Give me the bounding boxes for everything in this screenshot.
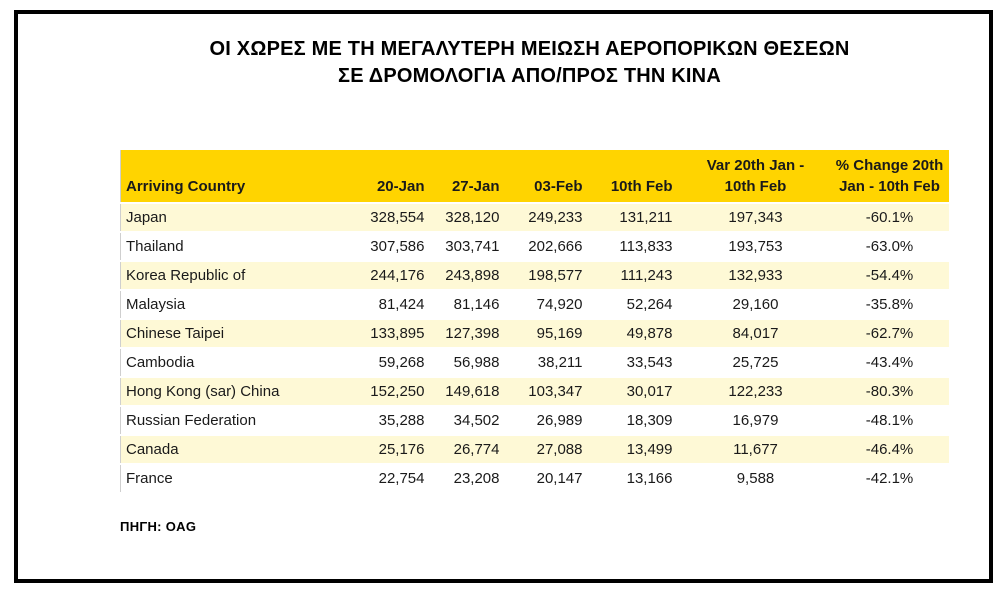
table-row [121, 464, 949, 493]
cell-country: Cambodia [121, 348, 311, 377]
cell-variation: 193,753 [681, 232, 831, 261]
table-row [121, 435, 949, 464]
column-header-label: 20-Jan [376, 178, 425, 195]
cell-20-jan: 307,586 [311, 232, 433, 261]
cell-10th-feb: 33,543 [591, 348, 681, 377]
column-header-label-line2: 10th Feb [724, 178, 787, 195]
cell-variation: 16,979 [681, 406, 831, 435]
cell-20-jan: 25,176 [311, 435, 433, 464]
column-header-10th-feb [591, 150, 681, 203]
cell-27-jan: 127,398 [433, 319, 508, 348]
cell-10th-feb: 131,211 [591, 203, 681, 232]
column-header-27-jan [433, 150, 508, 203]
column-header-label: Arriving Country [126, 178, 246, 195]
cell-27-jan: 243,898 [433, 261, 508, 290]
column-header-20-jan [311, 150, 433, 203]
cell-27-jan: 56,988 [433, 348, 508, 377]
cell-20-jan: 22,754 [311, 464, 433, 493]
cell-20-jan: 133,895 [311, 319, 433, 348]
table-row [121, 261, 949, 290]
cell-country: Thailand [121, 232, 311, 261]
column-header-label: % Change 20th [835, 157, 944, 174]
cell-20-jan: 152,250 [311, 377, 433, 406]
cell-27-jan: 303,741 [433, 232, 508, 261]
cell-variation: 132,933 [681, 261, 831, 290]
cell-pct-change: -60.1% [831, 203, 949, 232]
cell-pct-change: -42.1% [831, 464, 949, 493]
table-row [121, 319, 949, 348]
cell-pct-change: -54.4% [831, 261, 949, 290]
cell-10th-feb: 52,264 [591, 290, 681, 319]
table-row [121, 348, 949, 377]
cell-10th-feb: 13,166 [591, 464, 681, 493]
cell-country: Malaysia [121, 290, 311, 319]
cell-03-feb: 103,347 [508, 377, 591, 406]
cell-03-feb: 27,088 [508, 435, 591, 464]
column-header-label: 03-Feb [534, 178, 583, 195]
cell-27-jan: 34,502 [433, 406, 508, 435]
cell-20-jan: 244,176 [311, 261, 433, 290]
table-row [121, 203, 949, 232]
cell-03-feb: 20,147 [508, 464, 591, 493]
column-header-label: 27-Jan [451, 178, 500, 195]
cell-variation: 197,343 [681, 203, 831, 232]
cell-10th-feb: 111,243 [591, 261, 681, 290]
table-body [121, 203, 949, 493]
cell-variation: 11,677 [681, 435, 831, 464]
source-note: ΠΗΓΗ: OAG [120, 519, 197, 534]
cell-27-jan: 149,618 [433, 377, 508, 406]
column-header-pct-change [831, 150, 949, 203]
table-row [121, 290, 949, 319]
cell-20-jan: 35,288 [311, 406, 433, 435]
cell-03-feb: 249,233 [508, 203, 591, 232]
table-row [121, 232, 949, 261]
cell-country: France [121, 464, 311, 493]
figure-title-line1: ΟΙ ΧΩΡΕΣ ΜΕ ΤΗ ΜΕΓΑΛΥΤΕΡΗ ΜΕΙΩΣΗ ΑΕΡΟΠΟΡΙΚΩΝ ΘΕΣΕΩΝ [209, 38, 850, 60]
cell-20-jan: 328,554 [311, 203, 433, 232]
figure-title [44, 36, 1005, 90]
cell-variation: 29,160 [681, 290, 831, 319]
column-header-variation [681, 150, 831, 203]
cell-country: Canada [121, 435, 311, 464]
cell-pct-change: -48.1% [831, 406, 949, 435]
column-header-label: 10th Feb [610, 178, 673, 195]
cell-variation: 9,588 [681, 464, 831, 493]
cell-27-jan: 81,146 [433, 290, 508, 319]
column-header-label: Var 20th Jan - [706, 157, 805, 174]
cell-10th-feb: 13,499 [591, 435, 681, 464]
cell-country: Chinese Taipei [121, 319, 311, 348]
column-header-label-line2: Jan - 10th Feb [839, 178, 940, 195]
cell-country: Japan [121, 203, 311, 232]
cell-03-feb: 198,577 [508, 261, 591, 290]
cell-pct-change: -35.8% [831, 290, 949, 319]
cell-pct-change: -62.7% [831, 319, 949, 348]
column-header-03-feb [508, 150, 591, 203]
table-row [121, 377, 949, 406]
cell-03-feb: 202,666 [508, 232, 591, 261]
cell-03-feb: 95,169 [508, 319, 591, 348]
figure-title-line2: ΣΕ ΔΡΟΜΟΛΟΓΙΑ ΑΠΟ/ΠΡΟΣ ΤΗΝ ΚΙΝΑ [338, 65, 721, 87]
cell-pct-change: -43.4% [831, 348, 949, 377]
airline-seats-table [120, 150, 949, 494]
cell-10th-feb: 18,309 [591, 406, 681, 435]
cell-03-feb: 74,920 [508, 290, 591, 319]
table-header [121, 150, 949, 203]
cell-pct-change: -46.4% [831, 435, 949, 464]
column-header-arriving-country [121, 150, 311, 203]
cell-country: Korea Republic of [121, 261, 311, 290]
cell-country: Russian Federation [121, 406, 311, 435]
outer-border [14, 10, 993, 583]
cell-country: Hong Kong (sar) China [121, 377, 311, 406]
cell-10th-feb: 30,017 [591, 377, 681, 406]
cell-27-jan: 26,774 [433, 435, 508, 464]
table-header-row [121, 150, 949, 203]
cell-20-jan: 59,268 [311, 348, 433, 377]
table-row [121, 406, 949, 435]
cell-20-jan: 81,424 [311, 290, 433, 319]
cell-10th-feb: 49,878 [591, 319, 681, 348]
cell-variation: 25,725 [681, 348, 831, 377]
cell-27-jan: 328,120 [433, 203, 508, 232]
cell-10th-feb: 113,833 [591, 232, 681, 261]
cell-03-feb: 38,211 [508, 348, 591, 377]
cell-variation: 84,017 [681, 319, 831, 348]
cell-variation: 122,233 [681, 377, 831, 406]
cell-pct-change: -63.0% [831, 232, 949, 261]
cell-27-jan: 23,208 [433, 464, 508, 493]
cell-pct-change: -80.3% [831, 377, 949, 406]
cell-03-feb: 26,989 [508, 406, 591, 435]
